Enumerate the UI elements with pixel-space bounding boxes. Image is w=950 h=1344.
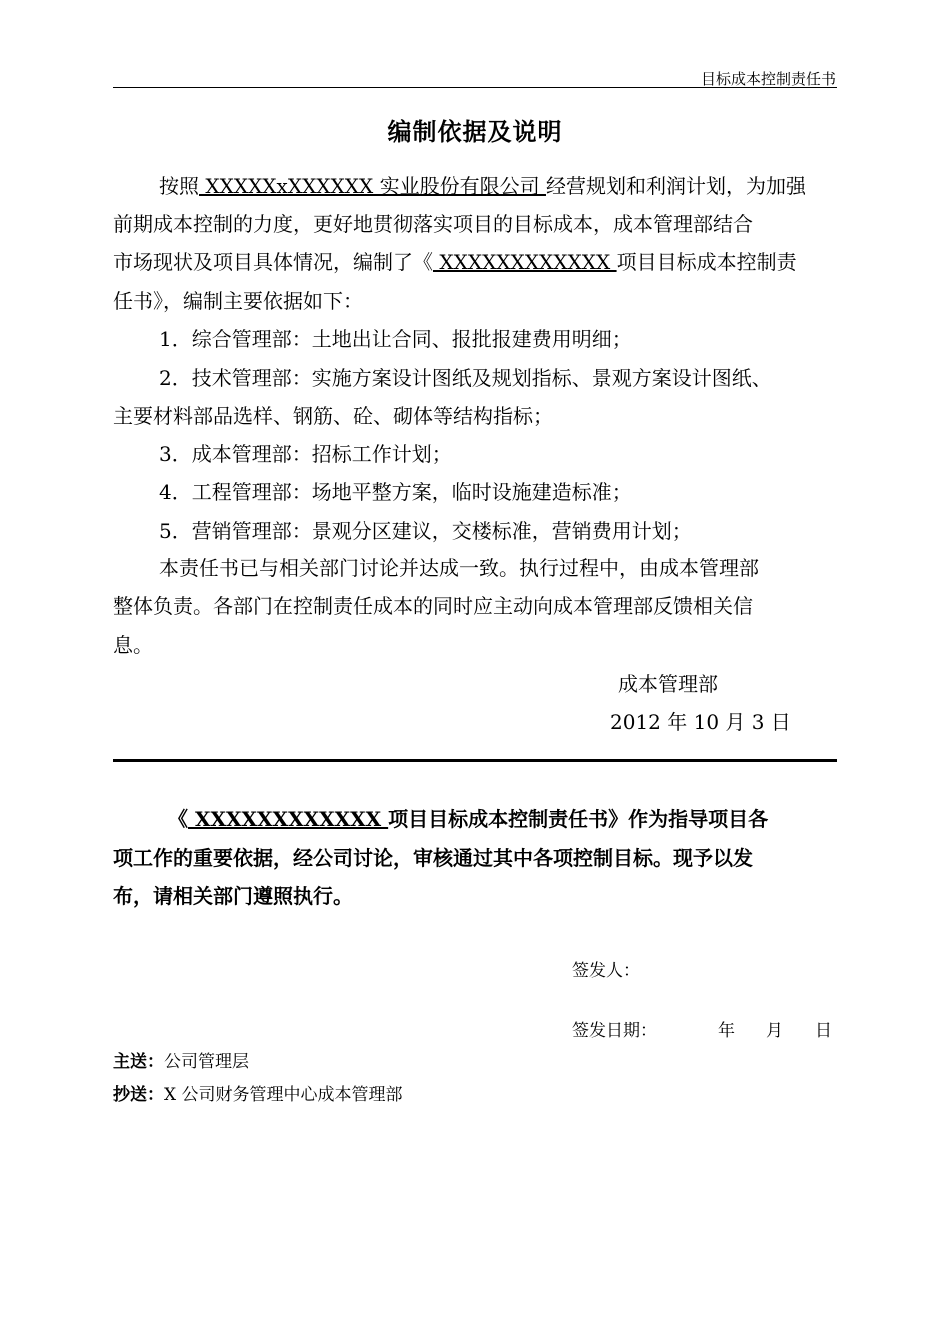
distribution-to — [113, 1047, 249, 1072]
intro-line-2: 前期成本控制的力度，更好地贯彻落实项目的目标成本，成本管理部结合 — [113, 212, 753, 236]
release-line-1 — [168, 803, 768, 832]
closing-line-3: 息。 — [113, 633, 153, 657]
signoff-department: 成本管理部 — [618, 672, 718, 696]
closing-line-2: 整体负责。各部门在控制责任成本的同时应主动向成本管理部反馈相关信 — [113, 594, 753, 618]
cc-value: X 公司财务管理中心成本管理部 — [164, 1085, 403, 1105]
release-suffix: 项目目标成本控制责任书》作为指导项目各 — [388, 807, 769, 831]
basis-item: 3．成本管理部：招标工作计划； — [159, 442, 452, 466]
intro-line-4: 任书》，编制主要依据如下： — [113, 289, 363, 313]
section-divider — [113, 759, 837, 762]
distribution-cc — [113, 1080, 403, 1105]
running-header: 目标成本控制责任书 — [700, 70, 836, 88]
release-line-3: 布，请相关部门遵照执行。 — [113, 884, 353, 908]
basis-item-continued: 主要材料部品选样、钢筋、砼、砌体等结构指标； — [113, 404, 553, 428]
intro-line-1 — [159, 170, 806, 199]
basis-item: 2．技术管理部：实施方案设计图纸及规划指标、景观方案设计图纸、 — [159, 366, 772, 390]
issue-date-year: 年 — [718, 1021, 735, 1041]
release-project-name: XXXXXXXXXXXX — [188, 807, 389, 831]
basis-item: 4．工程管理部：场地平整方案，临时设施建造标准； — [159, 480, 632, 504]
header-rule — [113, 87, 837, 88]
company-name: XXXXXxXXXXXX 实业股份有限公司 — [199, 174, 546, 198]
issue-date-label: 签发日期： — [572, 1021, 657, 1041]
basis-item: 1．综合管理部：土地出让合同、报批报建费用明细； — [159, 327, 632, 351]
intro-suffix: 经营规划和利润计划，为加强 — [545, 174, 806, 198]
release-line-2: 项工作的重要依据，经公司讨论，审核通过其中各项控制目标。现予以发 — [113, 846, 753, 870]
intro-line-3-prefix: 市场现状及项目具体情况，编制了《 — [113, 250, 433, 274]
to-value: 公司管理层 — [164, 1052, 249, 1072]
project-name: XXXXXXXXXXXX — [433, 250, 617, 274]
to-label: 主送： — [113, 1052, 164, 1072]
intro-line-3 — [113, 246, 797, 275]
issuer-label: 签发人： — [572, 961, 640, 981]
intro-prefix: 按照 — [159, 174, 199, 198]
closing-line-1: 本责任书已与相关部门讨论并达成一致。执行过程中，由成本管理部 — [159, 556, 759, 580]
cc-label: 抄送： — [113, 1085, 164, 1105]
basis-item: 5．营销管理部：景观分区建议，交楼标准，营销费用计划； — [159, 519, 692, 543]
issue-date-day: 日 — [815, 1021, 832, 1041]
signoff-date: 2012 年 10 月 3 日 — [610, 710, 791, 734]
intro-line-3-suffix: 项目目标成本控制责 — [616, 250, 797, 274]
page-title: 编制依据及说明 — [387, 117, 563, 146]
issue-date-month: 月 — [766, 1021, 783, 1041]
release-prefix: 《 — [168, 807, 188, 831]
